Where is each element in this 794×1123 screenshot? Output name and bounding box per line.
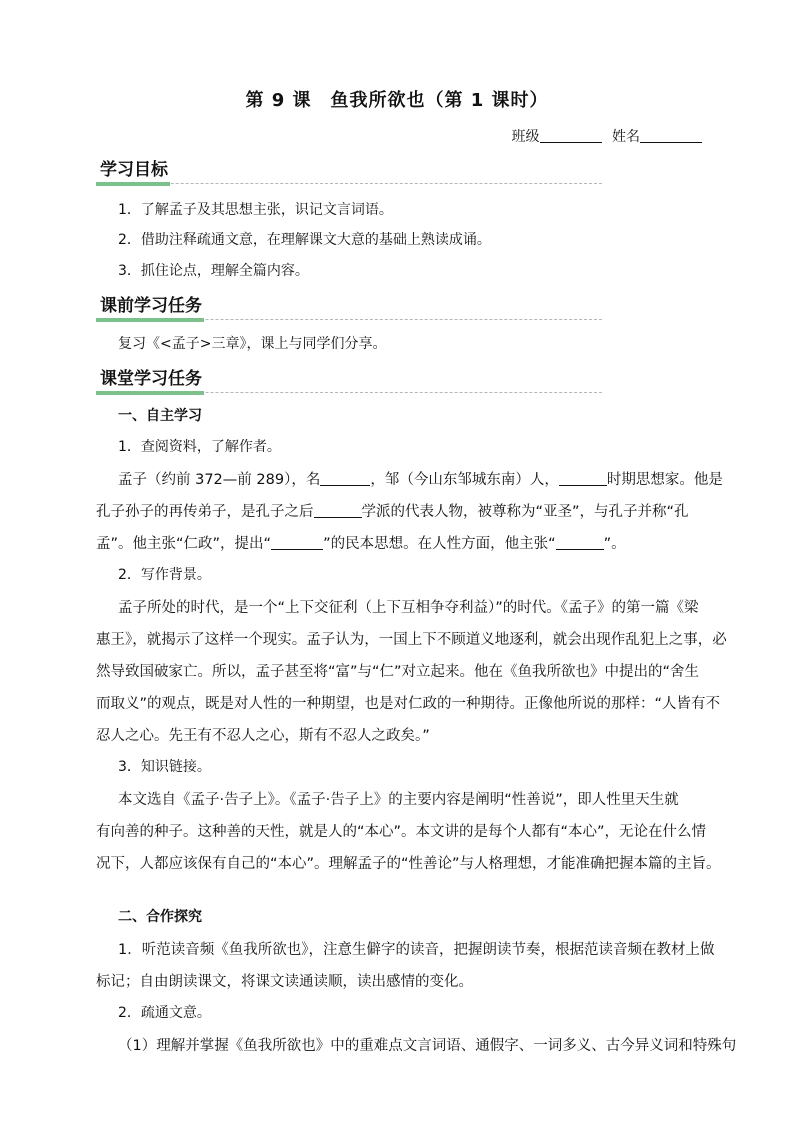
- bio-text: 孟”。他主张“仁政”，提出“: [96, 536, 272, 552]
- class-label: 班级: [511, 129, 540, 145]
- answer-blank[interactable]: [320, 471, 370, 486]
- knowledge-line: 有向善的种子。这种善的天性，就是人的“本心”。本文讲的是每个人都有“本心”，无论在什么情: [96, 824, 707, 840]
- part2-heading: 二、合作探究: [118, 909, 202, 925]
- goal-item: 1．了解孟子及其思想主张，识记文言词语。: [118, 202, 393, 218]
- goal-item: 2．借助注释疏通文意，在理解课文大意的基础上熟读成诵。: [118, 232, 491, 248]
- answer-blank[interactable]: [559, 471, 607, 486]
- question-2-2: 2．疏通文意。: [118, 1005, 211, 1021]
- class-name-fields: [512, 126, 702, 146]
- page-title: 第 9 课 鱼我所欲也（第 1 课时）: [245, 90, 549, 111]
- answer-blank[interactable]: [556, 535, 604, 550]
- bio-text: ，邹（今山东邹城东南）人，: [370, 472, 559, 488]
- section-title: 课堂学习任务: [96, 364, 204, 395]
- answer-blank[interactable]: [314, 503, 362, 518]
- section-goals: [96, 160, 602, 186]
- question-1: 1．查阅资料，了解作者。: [118, 439, 281, 455]
- section-title: 课前学习任务: [96, 291, 204, 322]
- class-blank[interactable]: [540, 128, 602, 143]
- bio-text: 时期思想家。他是: [606, 472, 723, 488]
- section-title: 学习目标: [96, 155, 170, 186]
- question-2: 2．写作背景。: [118, 567, 211, 583]
- answer-blank[interactable]: [271, 535, 323, 550]
- bio-text: ”的民本思想。在人性方面，他主张“: [323, 536, 556, 552]
- section-pre-class: [96, 296, 602, 322]
- background-line: 孟子所处的时代，是一个“上下交征利（上下互相争夺利益）”的时代。《孟子》的第一篇《梁: [118, 600, 699, 616]
- pre-class-task: 复习《<孟子>三章》，课上与同学们分享。: [118, 336, 387, 352]
- goal-item: 3．抓住论点，理解全篇内容。: [118, 263, 309, 279]
- name-blank[interactable]: [640, 128, 702, 143]
- knowledge-line: 况下，人都应该保有自己的“本心”。理解孟子的“性善论”与人格理想，才能准确把握本篇的主旨。: [96, 856, 721, 872]
- background-line: 然导致国破家亡。所以，孟子甚至将“富”与“仁”对立起来。他在《鱼我所欲也》中提出的“舍生: [96, 664, 700, 680]
- cooperation-line: 1．听范读音频《鱼我所欲也》，注意生僻字的读音，把握朗读节奏，根据范读音频在教材上做: [118, 942, 715, 958]
- bio-line-1: [118, 468, 723, 489]
- background-line: 忍人之心。先王有不忍人之心，斯有不忍人之政矣。”: [96, 728, 430, 744]
- section-divider: [96, 183, 602, 184]
- bio-line-2: [96, 500, 706, 521]
- bio-line-3: [96, 532, 706, 553]
- bio-text: ”。: [603, 536, 626, 552]
- part1-heading: 一、自主学习: [118, 408, 202, 424]
- bio-text: 孟子（约前 372—前 289），名: [118, 472, 321, 488]
- knowledge-line: 本文选自《孟子·告子上》。《孟子·告子上》的主要内容是阐明“性善说”，即人性里天生就: [118, 792, 679, 808]
- section-in-class: [96, 369, 602, 395]
- cooperation-line: 标记；自由朗读课文，将课文读通读顺，读出感情的变化。: [96, 974, 473, 990]
- background-line: 而取义”的观点，既是对人性的一种期望，也是对仁政的一种期待。正像他所说的那样：“人皆有不: [96, 696, 721, 712]
- name-label: 姓名: [612, 129, 640, 145]
- bio-text: 孔子孙子的再传弟子，是孔子之后: [96, 504, 314, 520]
- bio-text: 学派的代表人物，被尊称为“亚圣”，与孔子并称“孔: [361, 504, 689, 520]
- sub-question: （1）理解并掌握《鱼我所欲也》中的重难点文言词语、通假字、一词多义、古今异义词和特殊句: [118, 1038, 737, 1054]
- background-line: 惠王》，就揭示了这样一个现实。孟子认为，一国上下不顾道义地逐利，就会出现作乱犯上之事，必: [96, 632, 727, 648]
- question-3: 3．知识链接。: [118, 759, 211, 775]
